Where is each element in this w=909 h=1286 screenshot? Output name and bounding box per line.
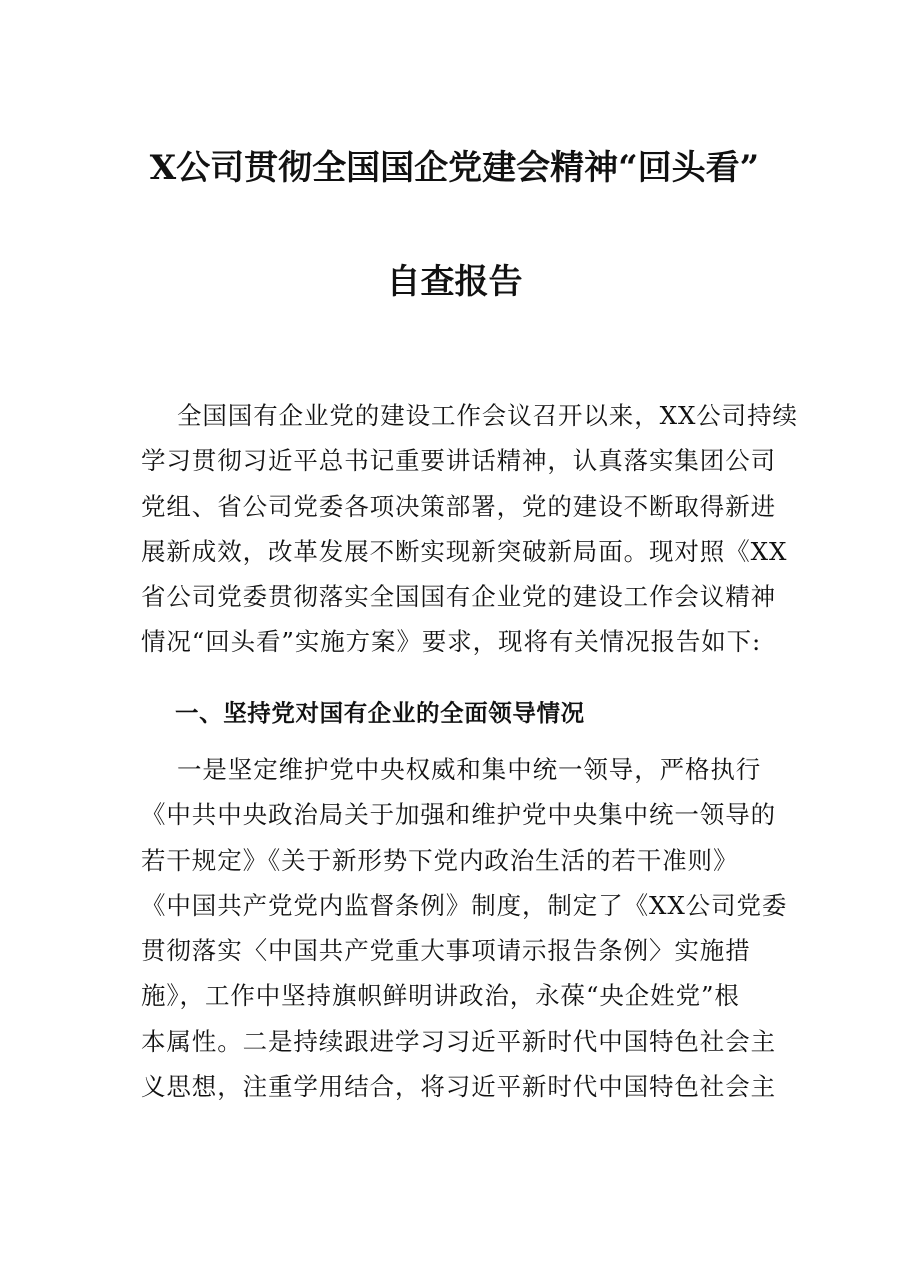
paragraph-line: 学习贯彻习近平总书记重要讲话精神，认真落实集团公司	[141, 446, 776, 476]
paragraph-line: 一是坚定维护党中央权威和集中统一领导，严格执行	[177, 755, 762, 784]
paragraph-line: 施》，工作中坚持旗帜鲜明讲政治，永葆“央企姓党”根	[141, 981, 740, 1011]
paragraph-line: 义思想，注重学用结合，将习近平新时代中国特色社会主	[141, 1072, 776, 1102]
paragraph-line: 本属性。二是持续跟进学习习近平新时代中国特色社会主	[141, 1026, 776, 1056]
section-1-paragraph	[141, 747, 788, 1109]
intro-paragraph	[141, 393, 798, 665]
paragraph-line: 省公司党委贯彻落实全国国有企业党的建设工作会议精神	[141, 582, 776, 612]
document-title-line-1: X公司贯彻全国国企党建会精神“回头看”	[149, 148, 760, 188]
paragraph-line: 《中国共产党党内监督条例》制度，制定了《XX公司党委	[141, 890, 788, 920]
paragraph-line: 全国国有企业党的建设工作会议召开以来，XX公司持续	[177, 401, 798, 430]
paragraph-line: 贯彻落实〈中国共产党重大事项请示报告条例〉实施措	[141, 936, 751, 966]
paragraph-line: 情况“回头看”实施方案》要求，现将有关情况报告如下:	[141, 627, 762, 657]
paragraph-line: 若干规定》《关于新形势下党内政治生活的若干准则》	[141, 845, 739, 875]
section-heading: 一、坚持党对国有企业的全面领导情况	[175, 699, 585, 727]
paragraph-line: 展新成效，改革发展不断实现新突破新局面。现对照《XX	[141, 536, 788, 566]
paragraph-line: 党组、省公司党委各项决策部署，党的建设不断取得新进	[141, 491, 776, 521]
document-title-line-2: 自查报告	[386, 262, 523, 302]
paragraph-line: 《中共中央政治局关于加强和维护党中央集中统一领导的	[141, 800, 776, 830]
